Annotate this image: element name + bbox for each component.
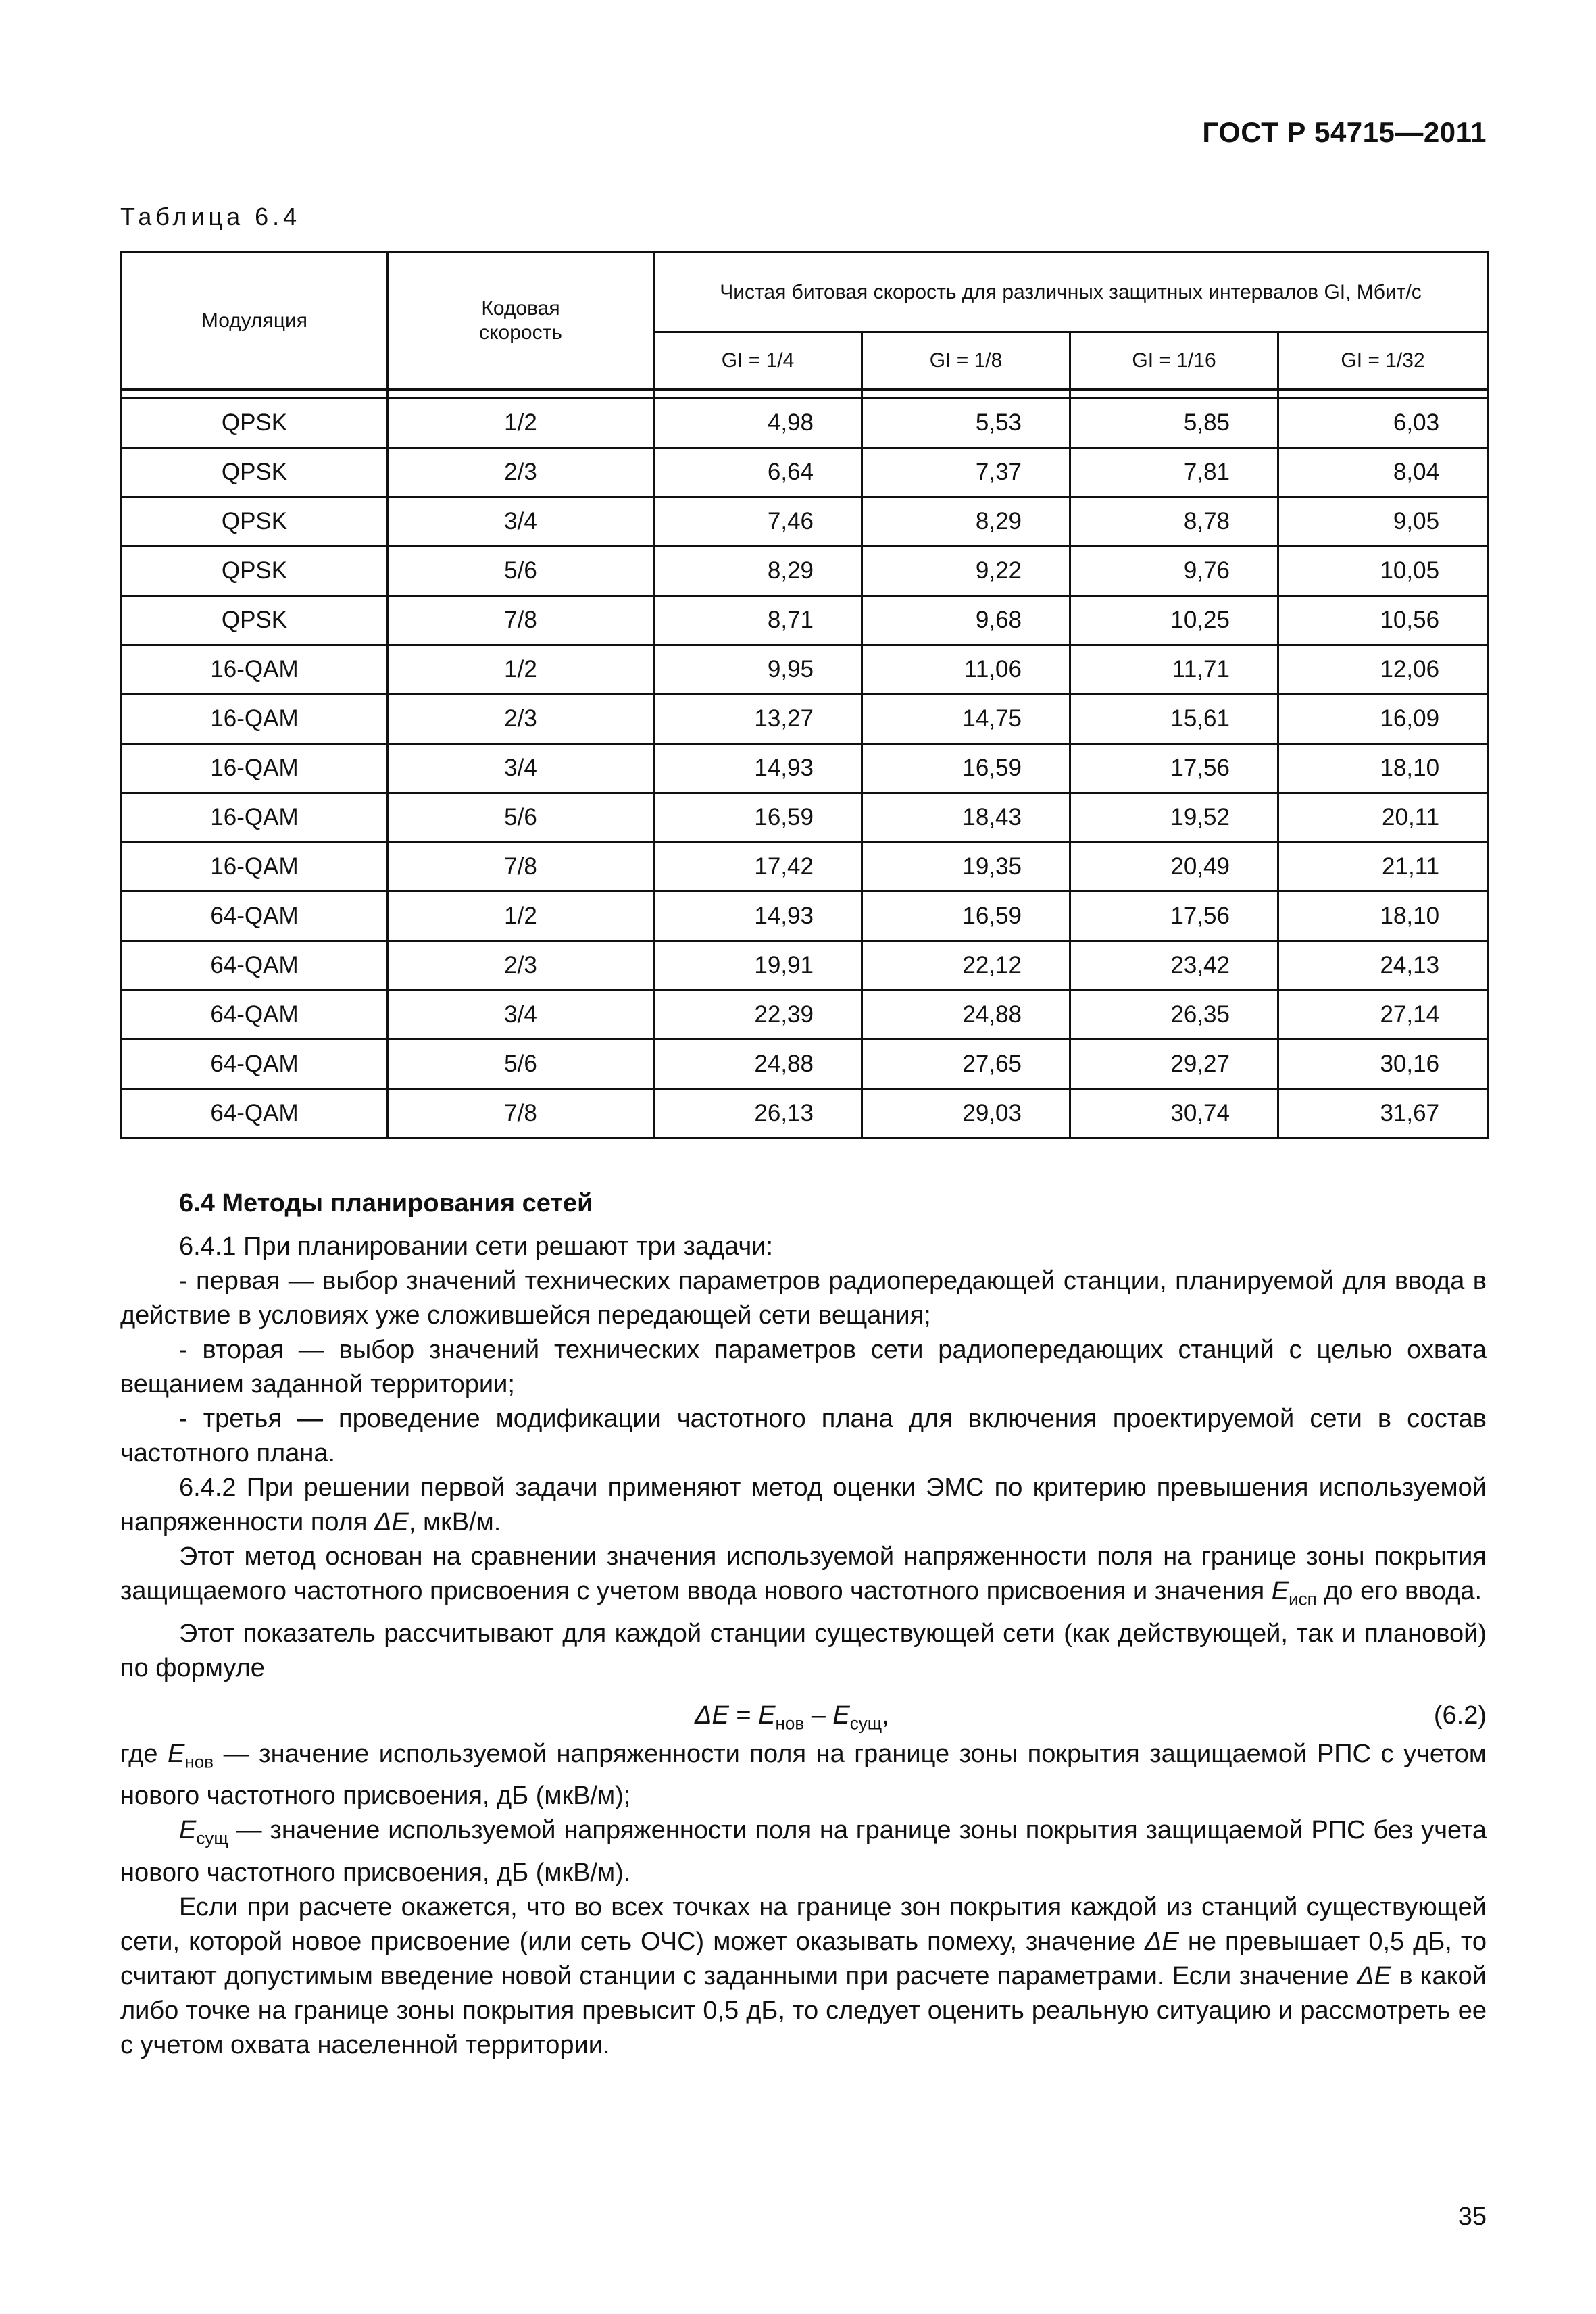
cell-code-rate: 2/3 — [388, 941, 654, 990]
table-row — [122, 990, 1488, 1040]
cell-code-rate: 2/3 — [388, 695, 654, 744]
table-row — [122, 596, 1488, 645]
cell-bitrate: 16,59 — [654, 793, 862, 842]
cell-bitrate: 30,16 — [1278, 1040, 1488, 1089]
cell-bitrate: 26,13 — [654, 1089, 862, 1138]
cell-bitrate: 9,05 — [1278, 497, 1488, 547]
cell-modulation: QPSK — [122, 596, 388, 645]
cell-bitrate: 9,22 — [862, 547, 1070, 596]
table-row — [122, 695, 1488, 744]
cell-bitrate: 5,53 — [862, 399, 1070, 448]
paragraph-indicator: Этот показатель рассчитывают для каждой станции существующей сети (как действующей, так и плановой) по формуле — [120, 1619, 1487, 1682]
cell-bitrate: 11,06 — [862, 645, 1070, 695]
cell-modulation: QPSK — [122, 399, 388, 448]
definition-e-existing: $E_{сущ}$ — значение используемой напряженности поля на границе зоны покрытия защищаемой РПС без учета нового частотного присвоения, дБ (мкВ/м). — [120, 1816, 1487, 1887]
table-row — [122, 842, 1488, 892]
cell-modulation: 16-QAM — [122, 645, 388, 695]
cell-bitrate: 22,39 — [654, 990, 862, 1040]
table-row — [122, 448, 1488, 497]
cell-code-rate: 3/4 — [388, 744, 654, 793]
cell-code-rate: 5/6 — [388, 547, 654, 596]
cell-bitrate: 23,42 — [1070, 941, 1278, 990]
paragraph-method: Этот метод основан на сравнении значения используемой напряженности поля на границе зоны покрытия защищаемого частотного присвоения с учетом ввода нового частотного присвоения и значения $E_{исп}$ до его ввода. — [120, 1542, 1487, 1609]
bitrate-table — [120, 251, 1489, 1139]
cell-bitrate: 26,35 — [1070, 990, 1278, 1040]
table-row — [122, 399, 1488, 448]
cell-bitrate: 4,98 — [654, 399, 862, 448]
cell-bitrate: 29,03 — [862, 1089, 1070, 1138]
cell-bitrate: 22,12 — [862, 941, 1070, 990]
cell-bitrate: 24,88 — [654, 1040, 862, 1089]
cell-bitrate: 7,81 — [1070, 448, 1278, 497]
definition-e-new: где $E_{нов}$ — значение используемой напряженности поля на границе зоны покрытия защищаемой РПС с учетом нового частотного присвоения, дБ (мкВ/м); — [120, 1739, 1487, 1811]
cell-bitrate: 16,59 — [862, 892, 1070, 941]
formula-6-2: $\Delta E = E_{нов} - E_{сущ}$, (6.2) — [120, 1694, 1487, 1737]
cell-bitrate: 9,95 — [654, 645, 862, 695]
cell-bitrate: 30,74 — [1070, 1089, 1278, 1138]
paragraph-task-2: - вторая — выбор значений технических параметров сети радиопередающих станций с целью охвата вещанием заданной территории; — [120, 1336, 1487, 1399]
cell-code-rate: 7/8 — [388, 1089, 654, 1138]
cell-bitrate: 6,64 — [654, 448, 862, 497]
formula-number: (6.2) — [1433, 1701, 1487, 1730]
section-body — [120, 1230, 1487, 2063]
cell-bitrate: 10,05 — [1278, 547, 1488, 596]
cell-bitrate: 18,43 — [862, 793, 1070, 842]
cell-bitrate: 10,56 — [1278, 596, 1488, 645]
cell-modulation: QPSK — [122, 547, 388, 596]
cell-modulation: 64-QAM — [122, 1089, 388, 1138]
cell-code-rate: 1/2 — [388, 399, 654, 448]
cell-code-rate: 7/8 — [388, 842, 654, 892]
header-separator — [122, 390, 1488, 399]
header-gi-1-8: GI = 1/8 — [862, 332, 1070, 390]
paragraph-6-4-1: 6.4.1 При планировании сети решают три задачи: — [179, 1232, 774, 1261]
cell-bitrate: 7,46 — [654, 497, 862, 547]
table-row — [122, 547, 1488, 596]
cell-bitrate: 17,56 — [1070, 892, 1278, 941]
paragraph-task-1: - первая — выбор значений технических параметров радиопередающей станции, планируемой для ввода в действие в условиях уже сложившейся передающей сети вещания; — [120, 1267, 1487, 1330]
cell-modulation: QPSK — [122, 448, 388, 497]
cell-code-rate: 3/4 — [388, 990, 654, 1040]
paragraph-6-4-2: 6.4.2 При решении первой задачи применяют метод оценки ЭМС по критерию превышения используемой напряженности поля ΔE, мкВ/м. — [120, 1474, 1487, 1536]
header-net-bitrate: Чистая битовая скорость для различных защитных интервалов GI, Мбит/с — [654, 253, 1488, 332]
cell-bitrate: 16,59 — [862, 744, 1070, 793]
cell-bitrate: 29,27 — [1070, 1040, 1278, 1089]
cell-bitrate: 20,11 — [1278, 793, 1488, 842]
cell-modulation: 64-QAM — [122, 941, 388, 990]
cell-bitrate: 21,11 — [1278, 842, 1488, 892]
cell-bitrate: 8,29 — [654, 547, 862, 596]
cell-bitrate: 16,09 — [1278, 695, 1488, 744]
cell-bitrate: 6,03 — [1278, 399, 1488, 448]
table-row — [122, 941, 1488, 990]
cell-bitrate: 24,13 — [1278, 941, 1488, 990]
cell-code-rate: 1/2 — [388, 645, 654, 695]
document-standard-number: ГОСТ Р 54715—2011 — [1202, 116, 1487, 148]
cell-bitrate: 27,65 — [862, 1040, 1070, 1089]
cell-code-rate: 2/3 — [388, 448, 654, 497]
table-row — [122, 645, 1488, 695]
cell-bitrate: 15,61 — [1070, 695, 1278, 744]
cell-bitrate: 13,27 — [654, 695, 862, 744]
header-gi-1-32: GI = 1/32 — [1278, 332, 1488, 390]
cell-modulation: 64-QAM — [122, 1040, 388, 1089]
cell-bitrate: 31,67 — [1278, 1089, 1488, 1138]
header-code-rate: Кодовая скорость — [388, 253, 654, 390]
section-title: 6.4 Методы планирования сетей — [179, 1189, 593, 1217]
table-row — [122, 793, 1488, 842]
cell-modulation: 16-QAM — [122, 695, 388, 744]
table-caption: Таблица 6.4 — [120, 203, 301, 230]
cell-bitrate: 14,93 — [654, 892, 862, 941]
cell-bitrate: 27,14 — [1278, 990, 1488, 1040]
cell-bitrate: 12,06 — [1278, 645, 1488, 695]
page-number: 35 — [1457, 2203, 1487, 2231]
cell-modulation: 64-QAM — [122, 990, 388, 1040]
cell-bitrate: 9,68 — [862, 596, 1070, 645]
cell-bitrate: 19,35 — [862, 842, 1070, 892]
cell-code-rate: 7/8 — [388, 596, 654, 645]
table-row — [122, 1040, 1488, 1089]
cell-code-rate: 1/2 — [388, 892, 654, 941]
cell-bitrate: 11,71 — [1070, 645, 1278, 695]
paragraph-task-3: - третья — проведение модификации частотного плана для включения проектируемой сети в состав частотного плана. — [120, 1405, 1487, 1467]
cell-bitrate: 9,76 — [1070, 547, 1278, 596]
cell-bitrate: 18,10 — [1278, 892, 1488, 941]
cell-code-rate: 5/6 — [388, 793, 654, 842]
cell-bitrate: 8,04 — [1278, 448, 1488, 497]
cell-bitrate: 14,93 — [654, 744, 862, 793]
table-row — [122, 1089, 1488, 1138]
cell-bitrate: 19,91 — [654, 941, 862, 990]
header-gi-1-16: GI = 1/16 — [1070, 332, 1278, 390]
cell-bitrate: 17,42 — [654, 842, 862, 892]
cell-bitrate: 20,49 — [1070, 842, 1278, 892]
cell-bitrate: 5,85 — [1070, 399, 1278, 448]
cell-bitrate: 8,78 — [1070, 497, 1278, 547]
cell-bitrate: 24,88 — [862, 990, 1070, 1040]
cell-code-rate: 5/6 — [388, 1040, 654, 1089]
cell-bitrate: 18,10 — [1278, 744, 1488, 793]
cell-bitrate: 8,71 — [654, 596, 862, 645]
table-row — [122, 744, 1488, 793]
cell-bitrate: 19,52 — [1070, 793, 1278, 842]
header-modulation: Модуляция — [122, 253, 388, 390]
cell-modulation: 16-QAM — [122, 793, 388, 842]
paragraph-conclusion: Если при расчете окажется, что во всех точках на границе зон покрытия каждой из станций существующей сети, которой новое присвоение (или сеть ОЧС) может оказывать помеху, значение ΔE не превышает 0,5 дБ, то считают допустимым введение новой станции с заданными при расчете параметрами. Если значение ΔE в какой либо точке на границе зоны покрытия превысит 0,5 дБ, то следует оценить реальную ситуацию и рассмотреть ее с учетом охвата населенной территории. — [120, 1892, 1487, 2059]
cell-bitrate: 7,37 — [862, 448, 1070, 497]
cell-modulation: QPSK — [122, 497, 388, 547]
cell-bitrate: 8,29 — [862, 497, 1070, 547]
table-row — [122, 892, 1488, 941]
cell-bitrate: 17,56 — [1070, 744, 1278, 793]
cell-code-rate: 3/4 — [388, 497, 654, 547]
cell-modulation: 16-QAM — [122, 842, 388, 892]
cell-bitrate: 14,75 — [862, 695, 1070, 744]
cell-modulation: 64-QAM — [122, 892, 388, 941]
cell-bitrate: 10,25 — [1070, 596, 1278, 645]
header-gi-1-4: GI = 1/4 — [654, 332, 862, 390]
table-row — [122, 497, 1488, 547]
cell-modulation: 16-QAM — [122, 744, 388, 793]
